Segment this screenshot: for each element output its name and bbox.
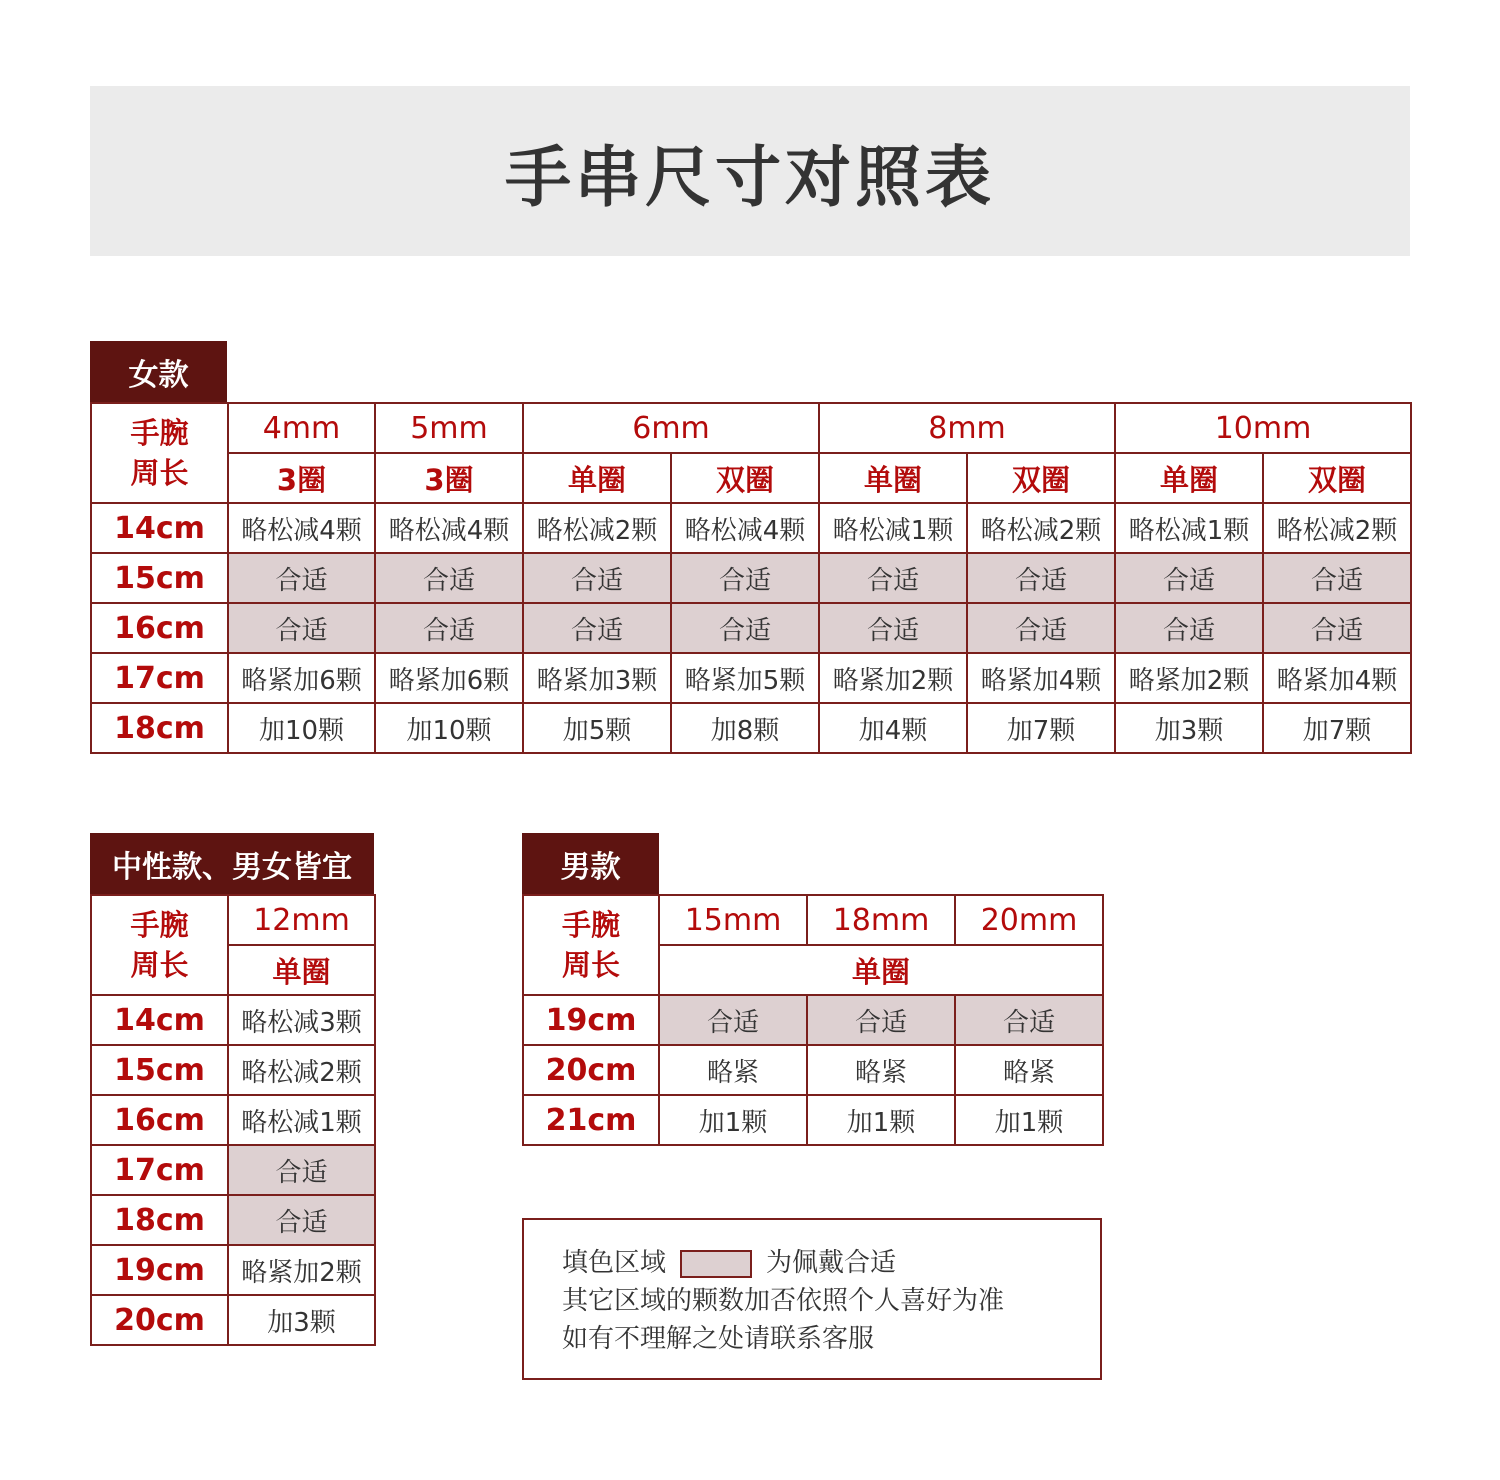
unisex-table	[90, 894, 376, 1346]
table-row	[91, 503, 1411, 553]
women-size-10mm: 10mm	[1115, 403, 1411, 453]
table-cell: 略松减1颗	[228, 1095, 375, 1145]
table-row	[523, 1095, 1103, 1145]
legend-line-1: 填色区域 为佩戴合适	[562, 1248, 897, 1278]
wrist-size-label: 14cm	[91, 995, 228, 1045]
unisex-wrist-header: 手腕 周长	[91, 895, 228, 995]
women-loop: 3圈	[228, 453, 375, 503]
table-cell: 略松减2颗	[967, 503, 1115, 553]
table-cell: 略紧加2颗	[819, 653, 967, 703]
table-cell: 略紧加6颗	[228, 653, 375, 703]
men-size-20mm: 20mm	[955, 895, 1103, 945]
table-cell: 合适	[228, 603, 375, 653]
unisex-loop: 单圈	[228, 945, 375, 995]
wrist-size-label: 20cm	[91, 1295, 228, 1345]
table-cell: 合适	[807, 995, 955, 1045]
table-cell: 合适	[1115, 553, 1263, 603]
wrist-size-label: 16cm	[91, 603, 228, 653]
table-row	[91, 1045, 375, 1095]
table-cell: 略松减2颗	[1263, 503, 1411, 553]
legend-line-3: 如有不理解之处请联系客服	[562, 1324, 875, 1354]
table-cell: 略紧加3颗	[523, 653, 671, 703]
table-cell: 合适	[1263, 603, 1411, 653]
women-wrist-header: 手腕 周长	[91, 403, 228, 503]
table-row	[91, 703, 1411, 753]
women-tag: 女款	[90, 341, 227, 402]
table-row	[91, 1145, 375, 1195]
unisex-tag: 中性款、男女皆宜	[90, 833, 374, 894]
table-cell: 略紧	[955, 1045, 1103, 1095]
table-row	[91, 553, 1411, 603]
table-cell: 略松减4颗	[375, 503, 523, 553]
women-loop: 单圈	[1115, 453, 1263, 503]
table-cell: 加4颗	[819, 703, 967, 753]
wrist-size-label: 20cm	[523, 1045, 659, 1095]
wrist-size-label: 18cm	[91, 1195, 228, 1245]
table-cell: 合适	[228, 1195, 375, 1245]
wrist-size-label: 15cm	[91, 553, 228, 603]
table-cell: 略紧加2颗	[228, 1245, 375, 1295]
men-tag: 男款	[522, 833, 659, 894]
women-size-4mm: 4mm	[228, 403, 375, 453]
table-cell: 加1颗	[807, 1095, 955, 1145]
table-cell: 合适	[228, 1145, 375, 1195]
wrist-size-label: 15cm	[91, 1045, 228, 1095]
table-cell: 合适	[375, 603, 523, 653]
table-cell: 略松减2颗	[523, 503, 671, 553]
table-row	[91, 995, 375, 1045]
men-loop: 单圈	[659, 945, 1103, 995]
fit-swatch	[680, 1250, 752, 1278]
table-row	[91, 1095, 375, 1145]
table-cell: 合适	[671, 603, 819, 653]
women-loop: 单圈	[523, 453, 671, 503]
wrist-size-label: 16cm	[91, 1095, 228, 1145]
table-cell: 加10颗	[228, 703, 375, 753]
table-cell: 略紧加4颗	[967, 653, 1115, 703]
women-loop: 双圈	[671, 453, 819, 503]
table-row	[91, 1195, 375, 1245]
wrist-size-label: 17cm	[91, 1145, 228, 1195]
women-loop: 双圈	[1263, 453, 1411, 503]
page-title: 手串尺寸对照表	[505, 138, 995, 216]
table-cell: 合适	[1263, 553, 1411, 603]
wrist-size-label: 21cm	[523, 1095, 659, 1145]
women-loop: 3圈	[375, 453, 523, 503]
wrist-size-label: 19cm	[91, 1245, 228, 1295]
legend-box	[522, 1218, 1102, 1380]
table-cell: 略松减1颗	[1115, 503, 1263, 553]
wrist-size-label: 14cm	[91, 503, 228, 553]
title-banner	[90, 86, 1410, 256]
table-cell: 合适	[819, 603, 967, 653]
table-cell: 合适	[967, 603, 1115, 653]
table-cell: 合适	[523, 603, 671, 653]
table-cell: 合适	[1115, 603, 1263, 653]
women-table	[90, 402, 1412, 754]
table-cell: 略松减3颗	[228, 995, 375, 1045]
table-row	[91, 653, 1411, 703]
table-cell: 加5颗	[523, 703, 671, 753]
women-size-8mm: 8mm	[819, 403, 1115, 453]
wrist-size-label: 19cm	[523, 995, 659, 1045]
women-size-6mm: 6mm	[523, 403, 819, 453]
men-size-15mm: 15mm	[659, 895, 807, 945]
table-cell: 合适	[523, 553, 671, 603]
table-cell: 合适	[955, 995, 1103, 1045]
table-cell: 加10颗	[375, 703, 523, 753]
table-cell: 略松减1颗	[819, 503, 967, 553]
wrist-size-label: 18cm	[91, 703, 228, 753]
table-cell: 合适	[659, 995, 807, 1045]
men-size-18mm: 18mm	[807, 895, 955, 945]
table-row	[91, 603, 1411, 653]
table-row	[523, 995, 1103, 1045]
table-cell: 合适	[967, 553, 1115, 603]
table-cell: 合适	[228, 553, 375, 603]
table-cell: 略松减2颗	[228, 1045, 375, 1095]
table-cell: 合适	[375, 553, 523, 603]
table-cell: 加1颗	[955, 1095, 1103, 1145]
table-cell: 加7颗	[1263, 703, 1411, 753]
table-cell: 略紧加5颗	[671, 653, 819, 703]
women-size-5mm: 5mm	[375, 403, 523, 453]
table-cell: 略紧	[659, 1045, 807, 1095]
table-cell: 合适	[671, 553, 819, 603]
women-loop: 双圈	[967, 453, 1115, 503]
table-cell: 加1颗	[659, 1095, 807, 1145]
men-table	[522, 894, 1104, 1146]
unisex-size-12mm: 12mm	[228, 895, 375, 945]
legend-line-2: 其它区域的颗数加否依照个人喜好为准	[562, 1286, 1005, 1316]
table-cell: 合适	[819, 553, 967, 603]
women-loop: 单圈	[819, 453, 967, 503]
table-row	[91, 1295, 375, 1345]
table-cell: 略紧加6颗	[375, 653, 523, 703]
table-cell: 加3颗	[1115, 703, 1263, 753]
table-row	[91, 1245, 375, 1295]
table-cell: 略紧	[807, 1045, 955, 1095]
table-cell: 略紧加2颗	[1115, 653, 1263, 703]
table-cell: 略紧加4颗	[1263, 653, 1411, 703]
table-cell: 略松减4颗	[671, 503, 819, 553]
table-cell: 略松减4颗	[228, 503, 375, 553]
table-cell: 加7颗	[967, 703, 1115, 753]
table-cell: 加3颗	[228, 1295, 375, 1345]
table-cell: 加8颗	[671, 703, 819, 753]
table-row	[523, 1045, 1103, 1095]
men-wrist-header: 手腕 周长	[523, 895, 659, 995]
wrist-size-label: 17cm	[91, 653, 228, 703]
